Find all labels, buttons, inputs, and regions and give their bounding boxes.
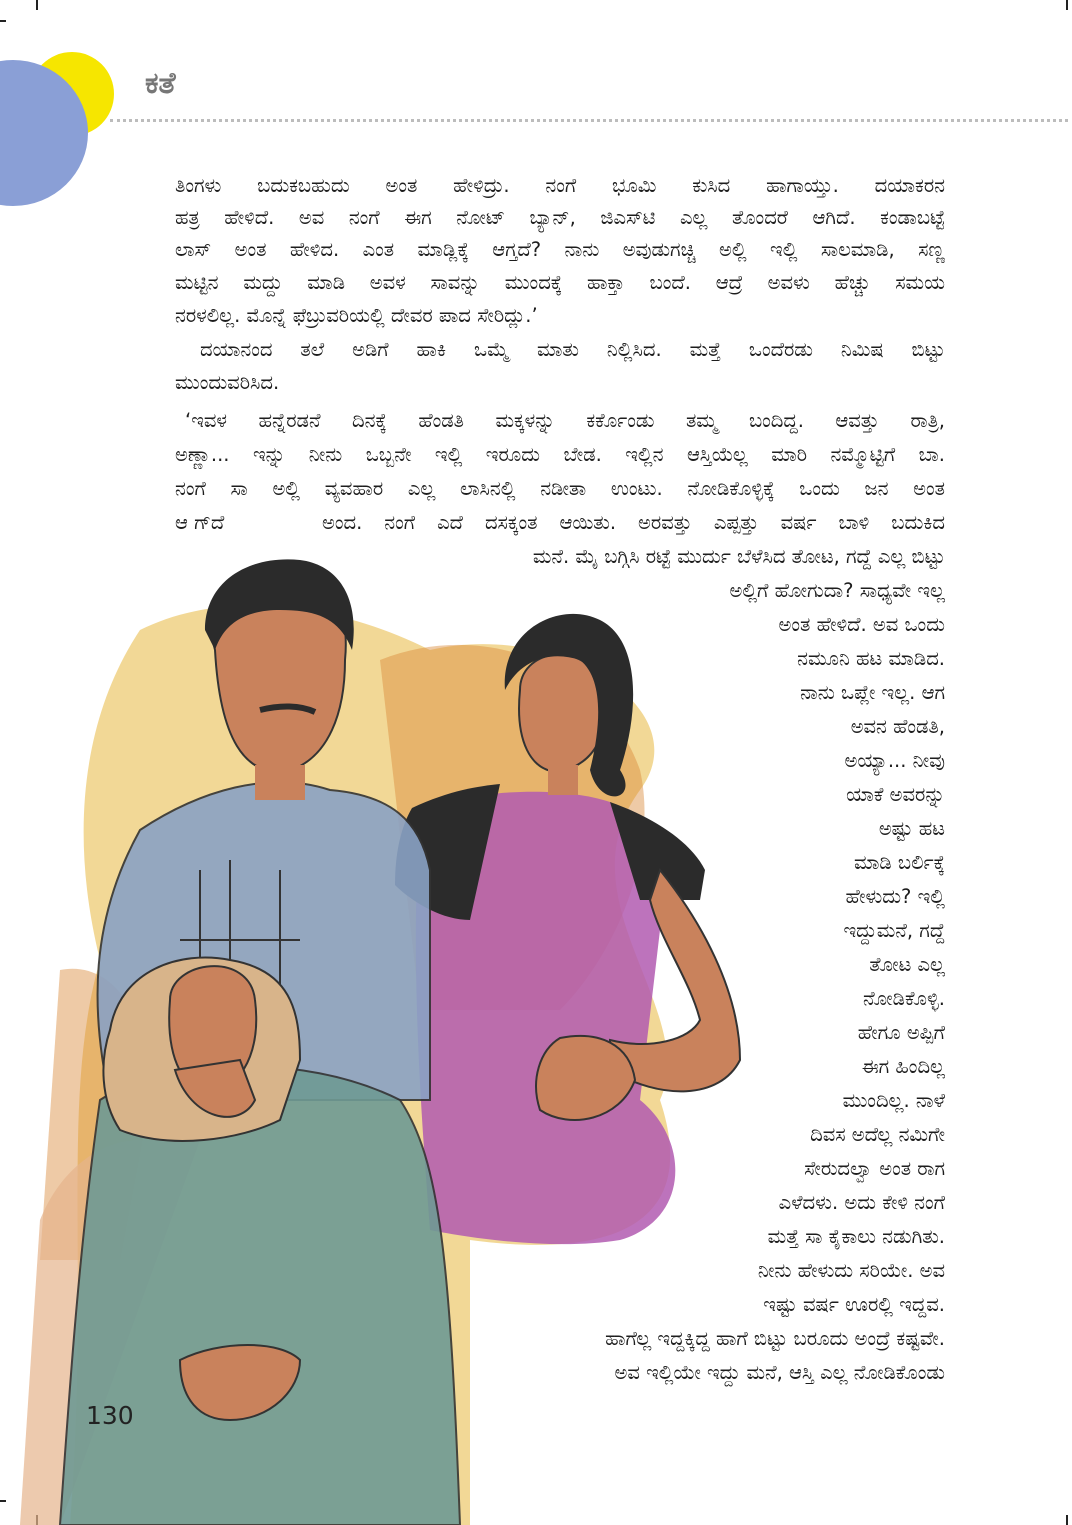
text-line: ಹೇಗೂ ಅಪ್ಪಿಗೆ: [857, 1021, 945, 1044]
text-line: ಮುಂದುವರಿಸಿದ.: [175, 371, 280, 394]
text-line: ದಯಾನಂದ ತಲೆ ಅಡಿಗೆ ಹಾಕಿ ಒಮ್ಮೆ ಮಾತು ನಿಲ್ಲಿಸಿದ. ಮತ್ತೆ ಒಂದೆರಡು ನಿಮಿಷ ಬಿಟ್ಟು: [200, 338, 945, 361]
text-line: ಅವನ ಹೆಂಡತಿ,: [850, 715, 945, 738]
text-line: ನಂಗೆ ಸಾ ಅಲ್ಲಿ ವ್ಯವಹಾರ ಎಲ್ಲ ಲಾಸಿನಲ್ಲಿ ನಡೀತಾ ಉಂಟು. ನೋಡಿಕೊಳ್ಳಿಕ್ಕೆ ಒಂದು ಜನ ಅಂತ: [175, 477, 945, 500]
text-line: ನೋಡಿಕೊಳ್ಳಿ.: [862, 987, 945, 1010]
text-line: ನೀನು ಹೇಳುದು ಸರಿಯೇ. ಅವ: [757, 1259, 945, 1282]
text-line: ಇದ್ದುಮನೆ, ಗದ್ದೆ: [843, 919, 945, 942]
text-line: ಸೇರುದಲ್ವಾ ಅಂತ ರಾಗ: [804, 1157, 945, 1180]
text-line: ನಾನು ಒಪ್ಲೇ ಇಲ್ಲ. ಆಗ: [800, 681, 945, 704]
text-line: ಆ ಗ್‌ದೆ: [175, 511, 225, 534]
text-line: ಅಷ್ಟು ಹಟ: [878, 817, 945, 840]
text-line: ತಿಂಗಳು ಬದುಕಬಹುದು ಅಂತ ಹೇಳಿದ್ರು. ನಂಗೆ ಭೂಮಿ ಕುಸಿದ ಹಾಗಾಯ್ತು. ದಯಾಕರನ: [175, 174, 945, 197]
page-number: 130: [86, 1401, 134, 1430]
text-line: ಮತ್ತೆ ಸಾ ಕೈಕಾಲು ನಡುಗಿತು.: [767, 1225, 945, 1248]
text-line: ದಿವಸ ಅದೆಲ್ಲ ನಮಿಗೇ: [810, 1123, 945, 1146]
text-line: ನರಳಲಿಲ್ಲ. ಮೊನ್ನೆ ಫೆಬ್ರುವರಿಯಲ್ಲಿ ದೇವರ ಪಾದ ಸೇರಿದ್ಲು.’: [175, 304, 538, 327]
text-line: ಯಾಕೆ ಅವರನ್ನು: [846, 783, 945, 806]
text-line: ಮಟ್ಟಿನ ಮದ್ದು ಮಾಡಿ ಅವಳ ಸಾವನ್ನು ಮುಂದಕ್ಕೆ ಹಾಕ್ತಾ ಬಂದೆ. ಆದ್ರೆ ಅವಳು ಹೆಚ್ಚು ಸಮಯ: [175, 271, 945, 294]
text-line: ಎಳೆದಳು. ಅದು ಕೇಳಿ ನಂಗೆ: [778, 1191, 945, 1214]
text-line: ಮನೆ. ಮೈ ಬಗ್ಗಿಸಿ ರಟ್ಟೆ ಮುರ್ದು ಬೆಳೆಸಿದ ತೋಟ, ಗದ್ದೆ ಎಲ್ಲ ಬಿಟ್ಟು: [532, 545, 945, 568]
text-line: ಈಗ ಹಿಂದಿಲ್ಲ: [861, 1055, 945, 1078]
section-label: ಕತೆ: [145, 66, 176, 101]
crop-mark: [1066, 1515, 1068, 1525]
text-line: ಅಣ್ಣಾ... ಇನ್ನು ನೀನು ಒಬ್ಬನೇ ಇಲ್ಲಿ ಇರೂದು ಬೇಡ. ಇಲ್ಲಿನ ಆಸ್ತಿಯೆಲ್ಲ ಮಾರಿ ನಮ್ಮೊಟ್ಟಿಗೆ ಬಾ.: [175, 443, 945, 466]
text-line: ಹತ್ರ ಹೇಳಿದೆ. ಅವ ನಂಗೆ ಈಗ ನೋಟ್ ಬ್ಯಾನ್, ಜಿಎಸ್‌ಟಿ ಎಲ್ಲ ತೊಂದರೆ ಆಗಿದೆ. ಕಂಡಾಬಟ್ಟೆ: [175, 206, 945, 229]
text-line: ಅಂತ ಹೇಳಿದೆ. ಅವ ಒಂದು: [778, 613, 945, 636]
text-line: ಅಂದ. ನಂಗೆ ಎದೆ ದಸಕ್ಕಂತ ಆಯಿತು. ಅರವತ್ತು ಎಪ್ಪತ್ತು ವರ್ಷ ಬಾಳಿ ಬದುಕಿದ: [322, 511, 945, 534]
text-line: ಹೇಳುದು? ಇಲ್ಲಿ: [845, 885, 945, 908]
text-line: ಇಷ್ಟು ವರ್ಷ ಊರಲ್ಲಿ ಇದ್ದವ.: [763, 1293, 945, 1316]
dotted-divider: [110, 119, 1068, 122]
crop-mark: [0, 20, 6, 22]
text-line: ಅಯ್ಯಾ... ನೀವು: [844, 749, 945, 772]
text-line: ಮುಂದಿಲ್ಲ. ನಾಳೆ: [842, 1089, 945, 1112]
text-line: ಅಲ್ಲಿಗೆ ಹೋಗುದಾ? ಸಾಧ್ಯವೇ ಇಲ್ಲ: [729, 579, 945, 602]
text-line: ನಮೂನಿ ಹಟ ಮಾಡಿದ.: [797, 647, 945, 670]
text-line: ಮಾಡಿ ಬರ್ಲಿಕ್ಕೆ: [853, 851, 945, 874]
text-line: ಹಾಗೆಲ್ಲ ಇದ್ದಕ್ಕಿದ್ದ ಹಾಗೆ ಬಿಟ್ಟು ಬರೂದು ಅಂದ್ರೆ ಕಷ್ಟವೇ.: [605, 1327, 945, 1350]
text-line: ತೋಟ ಎಲ್ಲ: [869, 953, 945, 976]
text-line: ಲಾಸ್ ಅಂತ ಹೇಳಿದ. ಎಂತ ಮಾಡ್ಲಿಕ್ಕೆ ಆಗ್ತದೆ? ನಾನು ಅವುಡುಗಚ್ಚಿ ಅಲ್ಲಿ ಇಲ್ಲಿ ಸಾಲಮಾಡಿ, ಸಣ್ಣ: [175, 238, 945, 261]
text-line: ಅವ ಇಲ್ಲಿಯೇ ಇದ್ದು ಮನೆ, ಆಸ್ತಿ ಎಲ್ಲ ನೋಡಿಕೊಂಡು: [614, 1361, 945, 1384]
crop-mark: [1066, 0, 1068, 10]
crop-mark: [36, 0, 38, 10]
text-line: ‘ಇವಳ ಹನ್ನೆರಡನೆ ದಿನಕ್ಕೆ ಹೆಂಡತಿ ಮಕ್ಕಳನ್ನು ಕರ್ಕೊಂಡು ತಮ್ಮ ಬಂದಿದ್ದ. ಆವತ್ತು ರಾತ್ರಿ,: [185, 409, 945, 432]
